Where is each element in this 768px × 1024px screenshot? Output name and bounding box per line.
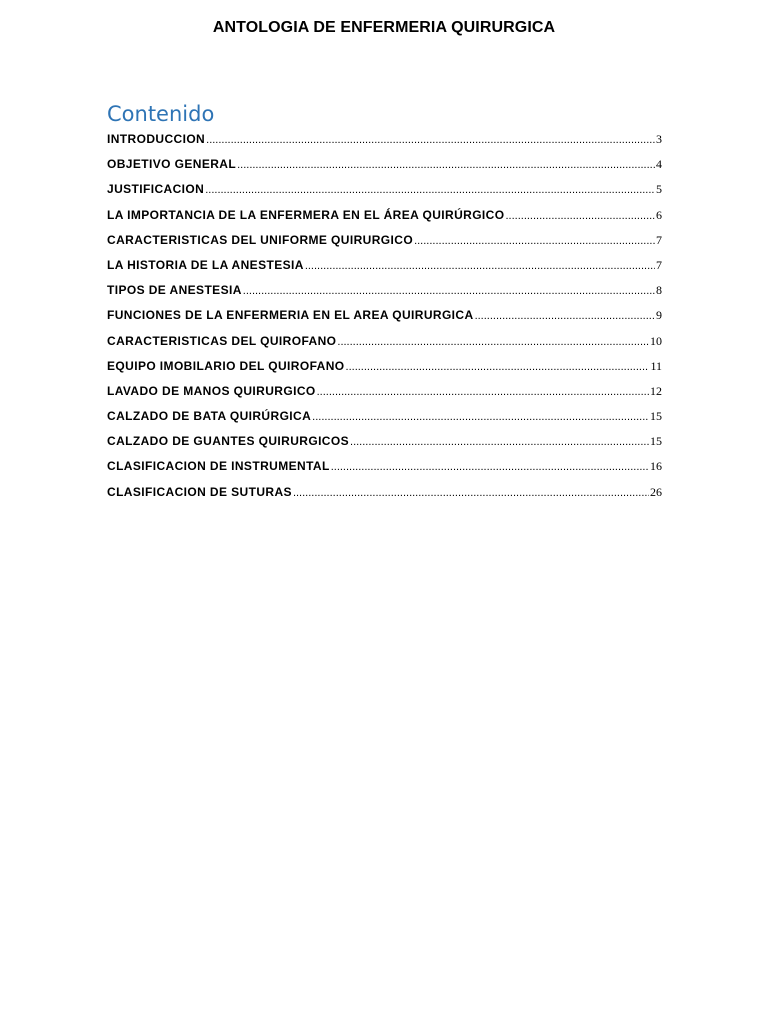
toc-entry-label: EQUIPO IMOBILARIO DEL QUIROFANO — [107, 358, 345, 373]
toc-entry-page: 11 — [650, 358, 662, 373]
toc-entry-page: 7 — [656, 257, 662, 272]
toc-leader-dots — [475, 306, 655, 326]
toc-entry-page: 12 — [650, 383, 662, 398]
toc-entry-label: CARACTERISTICAS DEL QUIROFANO — [107, 333, 337, 348]
toc-entry-justificacion[interactable] — [107, 179, 662, 204]
toc-entry-funciones-enfermeria[interactable] — [107, 305, 662, 330]
toc-entry-page: 15 — [650, 409, 662, 424]
toc-entry-label: INTRODUCCION — [107, 132, 206, 146]
toc-entry-label: FUNCIONES DE LA ENFERMERIA EN EL AREA QUIRURGICA — [107, 308, 474, 323]
toc-entry-introduccion[interactable] — [107, 129, 662, 154]
toc-entry-page: 16 — [650, 459, 662, 474]
toc-entry-page: 6 — [656, 207, 662, 222]
toc-entry-label: LAVADO DE MANOS QUIRURGICO — [107, 383, 316, 398]
toc-entry-page: 8 — [656, 283, 662, 298]
toc-entry-label: OBJETIVO GENERAL — [107, 157, 237, 172]
toc-leader-dots — [206, 130, 655, 150]
toc-entry-clasificacion-instrumental[interactable] — [107, 456, 662, 481]
toc-entry-label: CLASIFICACION DE INSTRUMENTAL — [107, 459, 330, 474]
toc-entry-page: 3 — [656, 132, 662, 146]
toc-entry-caracteristicas-quirofano[interactable] — [107, 331, 662, 356]
toc-entry-importancia-enfermera[interactable] — [107, 205, 662, 230]
toc-entry-objetivo-general[interactable] — [107, 154, 662, 179]
toc-leader-dots — [205, 180, 655, 200]
toc-entry-historia-anestesia[interactable] — [107, 255, 662, 280]
document-title: ANTOLOGIA DE ENFERMERIA QUIRURGICA — [212, 19, 556, 36]
toc-entry-page: 7 — [656, 232, 662, 247]
toc-entry-lavado-manos[interactable] — [107, 381, 662, 406]
toc-entry-page: 9 — [656, 308, 662, 323]
toc-entry-label: JUSTIFICACION — [107, 182, 205, 197]
toc-leader-dots — [414, 231, 655, 251]
toc-entry-page: 5 — [656, 182, 662, 197]
toc-entry-page: 10 — [650, 333, 662, 348]
toc-entry-label: CARACTERISTICAS DEL UNIFORME QUIRURGICO — [107, 232, 414, 247]
toc-entry-page: 4 — [656, 157, 662, 172]
toc-entry-tipos-anestesia[interactable] — [107, 280, 662, 305]
toc-entry-page: 26 — [650, 484, 662, 499]
toc-entry-label: CLASIFICACION DE SUTURAS — [107, 484, 292, 499]
toc-entry-label: CALZADO DE GUANTES QUIRURGICOS — [107, 434, 350, 449]
toc-leader-dots — [317, 382, 649, 402]
toc-leader-dots — [243, 281, 655, 301]
toc-heading: Contenido — [107, 102, 215, 126]
toc-entry-label: TIPOS DE ANESTESIA — [107, 283, 242, 298]
toc-entry-equipo-imobilario[interactable] — [107, 356, 662, 381]
toc-entry-clasificacion-suturas[interactable] — [107, 482, 662, 507]
toc-leader-dots — [505, 206, 655, 226]
toc-entry-calzado-bata[interactable] — [107, 406, 662, 431]
toc-leader-dots — [331, 457, 649, 477]
toc-leader-dots — [293, 483, 649, 503]
toc-leader-dots — [237, 155, 655, 175]
toc-entry-label: LA HISTORIA DE LA ANESTESIA — [107, 257, 304, 272]
toc-entry-uniforme-quirurgico[interactable] — [107, 230, 662, 255]
toc-entry-label: LA IMPORTANCIA DE LA ENFERMERA EN EL ÁREA QUIRÚRGICO — [107, 207, 505, 222]
toc-leader-dots — [350, 432, 649, 452]
toc-leader-dots — [312, 407, 649, 427]
toc-entry-page: 15 — [650, 434, 662, 449]
toc-leader-dots — [337, 332, 649, 352]
toc-leader-dots — [346, 357, 650, 377]
toc-entry-calzado-guantes[interactable] — [107, 431, 662, 456]
table-of-contents — [107, 129, 662, 507]
toc-entry-label: CALZADO DE BATA QUIRÚRGICA — [107, 409, 312, 424]
toc-leader-dots — [305, 256, 655, 276]
